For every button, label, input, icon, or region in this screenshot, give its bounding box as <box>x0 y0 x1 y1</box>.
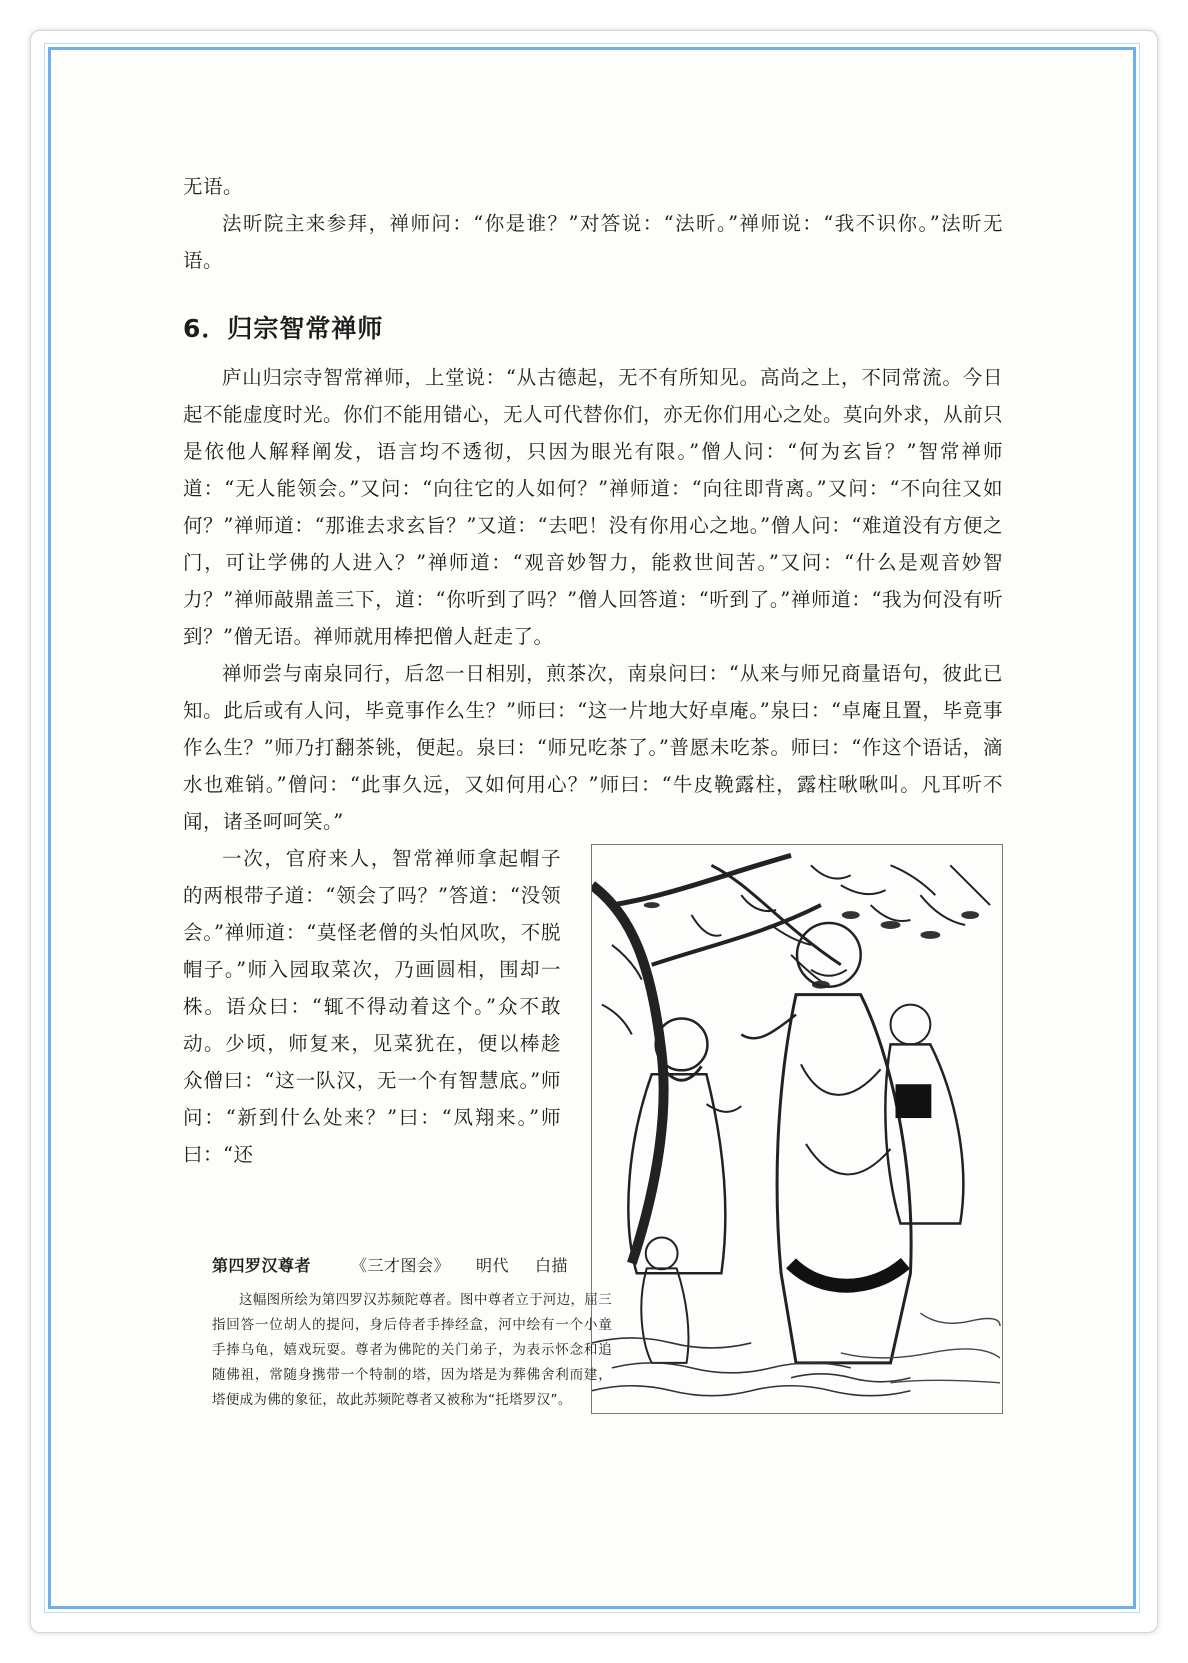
paragraph-3: 庐山归宗寺智常禅师，上堂说：“从古德起，无不有所知见。高尚之上，不同常流。今日起不能虚度时光。你们不能用错心，无人可代替你们，亦无你们用心之处。莫向外求，从前只是依他人解释阐发，语言均不透彻，只因为眼光有限。”僧人问：“何为玄旨？”智常禅师道：“无人能领会。”又问：“向往它的人如何？”禅师道：“向往即背离。”又问：“不向往又如何？”禅师道：“那谁去求玄旨？”又道：“去吧！没有你用心之地。”僧人问：“难道没有方便之门，可让学佛的人进入？”禅师道：“观音妙智力，能救世间苦。”又问：“什么是观音妙智力？”禅师敲鼎盖三下，道：“你听到了吗？”僧人回答道：“听到了。”禅师道：“我为何没有听到？”僧无语。禅师就用棒把僧人赶走了。 <box>183 366 1004 648</box>
illustration-box <box>583 844 1003 1414</box>
caption-source: 《三才图会》 <box>351 1256 451 1275</box>
caption-text: 这幅图所绘为第四罗汉苏频陀尊者。图中尊者立于河边，屈三指回答一位胡人的提问，身后侍者手捧经盒，河中绘有一个小童手捧乌龟，嬉戏玩耍。尊者为佛陀的关门弟子，为表示怀念和追随佛祖，常随身携带一个特制的塔，因为塔是为葬佛舍利而建，塔便成为佛的象征，故此苏频陀尊者又被称为“托塔罗汉”。 <box>212 1292 612 1408</box>
paragraph-2: 法昕院主来参拜，禅师问：“你是谁？”对答说：“法昕。”禅师说：“我不识你。”法昕无语。 <box>183 212 1003 272</box>
arhat-illustration <box>591 844 1003 1414</box>
paragraph-5: 一次，官府来人，智常禅师拿起帽子的两根带子道：“领会了吗？”答道：“没领会。”禅师道：“莫怪老僧的头怕风吹，不脱帽子。”师入园取菜次，乃画圆相，围却一株。语众曰：“辄不得动着这个。”众不敢动。少顷，师复来，见菜犹在，便以棒趁众僧曰：“这一队汉，无一个有智慧底。”师问：“新到什么处来？”曰：“凤翔来。”师曰：“还 <box>183 847 561 1166</box>
article-body <box>183 168 1003 1424</box>
caption-title: 第四罗汉尊者 <box>212 1256 312 1275</box>
caption-era: 明代 <box>476 1256 510 1275</box>
paragraph-1: 无语。 <box>183 175 244 198</box>
paragraph-4: 禅师尝与南泉同行，后忽一日相别，煎茶次，南泉问曰：“从来与师兄商量语句，彼此已知。此后或有人问，毕竟事作么生？”师曰：“这一片地大好卓庵。”泉曰：“卓庵且置，毕竟事作么生？”师乃打翻茶铫，便起。泉曰：“师兄吃茶了。”普愿未吃茶。师曰：“作这个语话，滴水也难销。”僧问：“此事久远，又如何用心？”师曰：“牛皮鞔露柱，露柱啾啾叫。凡耳听不闻，诸圣呵呵笑。” <box>183 662 1003 833</box>
arhat-drawing <box>592 845 1002 1413</box>
caption-technique: 白描 <box>535 1256 569 1275</box>
section-heading: 6．归宗智常禅师 <box>183 314 384 343</box>
illustration-caption <box>212 1253 612 1413</box>
caption-title-row <box>212 1253 612 1276</box>
